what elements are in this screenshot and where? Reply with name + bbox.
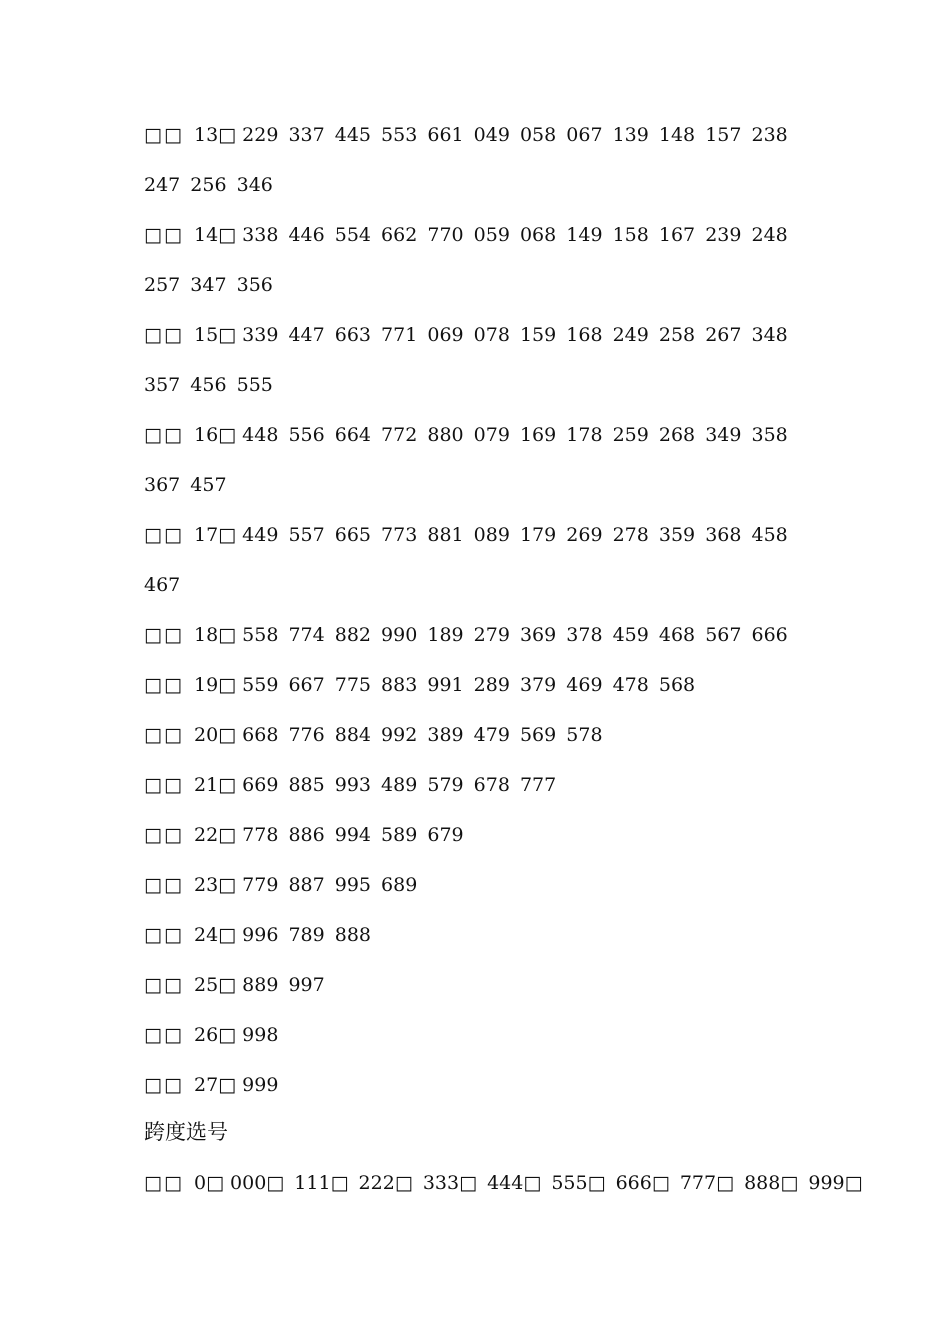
entry-key: 15□ [194, 324, 237, 346]
sum-entry [144, 610, 819, 660]
entry-numbers: 448 556 664 772 880 079 169 178 259 268 349 358 367 457 [144, 424, 788, 496]
entry-key: 25□ [194, 974, 237, 996]
sum-entry [144, 1010, 819, 1060]
section-title: 跨度选号 [144, 1120, 228, 1144]
sum-entry [144, 1060, 819, 1110]
entry-numbers: 889 997 [242, 974, 325, 996]
sum-entry [144, 860, 819, 910]
entry-numbers: 998 [242, 1024, 279, 1046]
sum-entry [144, 810, 819, 860]
entry-numbers: 558 774 882 990 189 279 369 378 459 468 567 666 [242, 624, 788, 646]
entry-key: 24□ [194, 924, 237, 946]
entry-numbers: 999 [242, 1074, 279, 1096]
entry-prefix: □□ [144, 924, 184, 946]
sum-entry [144, 710, 819, 760]
sum-entry [144, 110, 819, 210]
entry-key: 14□ [194, 224, 237, 246]
entry-key: 0□ [194, 1172, 225, 1194]
entry-key: 19□ [194, 674, 237, 696]
sum-entry [144, 910, 819, 960]
entry-prefix: □□ [144, 124, 184, 146]
entry-numbers: 339 447 663 771 069 078 159 168 249 258 267 348 357 456 555 [144, 324, 788, 396]
entry-numbers: 779 887 995 689 [242, 874, 418, 896]
entry-prefix: □□ [144, 724, 184, 746]
entry-key: 18□ [194, 624, 237, 646]
sum-entry [144, 660, 819, 710]
entry-key: 22□ [194, 824, 237, 846]
entry-prefix: □□ [144, 974, 184, 996]
entry-prefix: □□ [144, 324, 184, 346]
entry-key: 17□ [194, 524, 237, 546]
entry-numbers: 000□ 111□ 222□ 333□ 444□ 555□ 666□ 777□ 888□ 999□ [230, 1172, 863, 1194]
sum-value-list [144, 110, 819, 1110]
entry-numbers: 778 886 994 589 679 [242, 824, 464, 846]
entry-key: 13□ [194, 124, 237, 146]
entry-numbers: 338 446 554 662 770 059 068 149 158 167 239 248 257 347 356 [144, 224, 788, 296]
entry-key: 27□ [194, 1074, 237, 1096]
entry-numbers: 449 557 665 773 881 089 179 269 278 359 368 458 467 [144, 524, 788, 596]
entry-key: 16□ [194, 424, 237, 446]
sum-entry [144, 510, 819, 610]
entry-key: 21□ [194, 774, 237, 796]
entry-prefix: □□ [144, 1074, 184, 1096]
entry-prefix: □□ [144, 774, 184, 796]
entry-numbers: 668 776 884 992 389 479 569 578 [242, 724, 603, 746]
entry-prefix: □□ [144, 224, 184, 246]
entry-numbers: 996 789 888 [242, 924, 372, 946]
entry-prefix: □□ [144, 424, 184, 446]
span-entry [144, 1158, 863, 1208]
entry-key: 20□ [194, 724, 237, 746]
entry-key: 26□ [194, 1024, 237, 1046]
sum-entry [144, 410, 819, 510]
sum-entry [144, 760, 819, 810]
entry-numbers: 559 667 775 883 991 289 379 469 478 568 [242, 674, 696, 696]
entry-key: 23□ [194, 874, 237, 896]
entry-prefix: □□ [144, 1024, 184, 1046]
entry-prefix: □□ [144, 524, 184, 546]
span-value-list [144, 1158, 863, 1208]
entry-prefix: □□ [144, 674, 184, 696]
sum-entry [144, 210, 819, 310]
sum-entry [144, 310, 819, 410]
entry-prefix: □□ [144, 824, 184, 846]
entry-prefix: □□ [144, 1172, 184, 1194]
entry-numbers: 229 337 445 553 661 049 058 067 139 148 157 238 247 256 346 [144, 124, 788, 196]
entry-numbers: 669 885 993 489 579 678 777 [242, 774, 557, 796]
sum-entry [144, 960, 819, 1010]
entry-prefix: □□ [144, 624, 184, 646]
entry-prefix: □□ [144, 874, 184, 896]
